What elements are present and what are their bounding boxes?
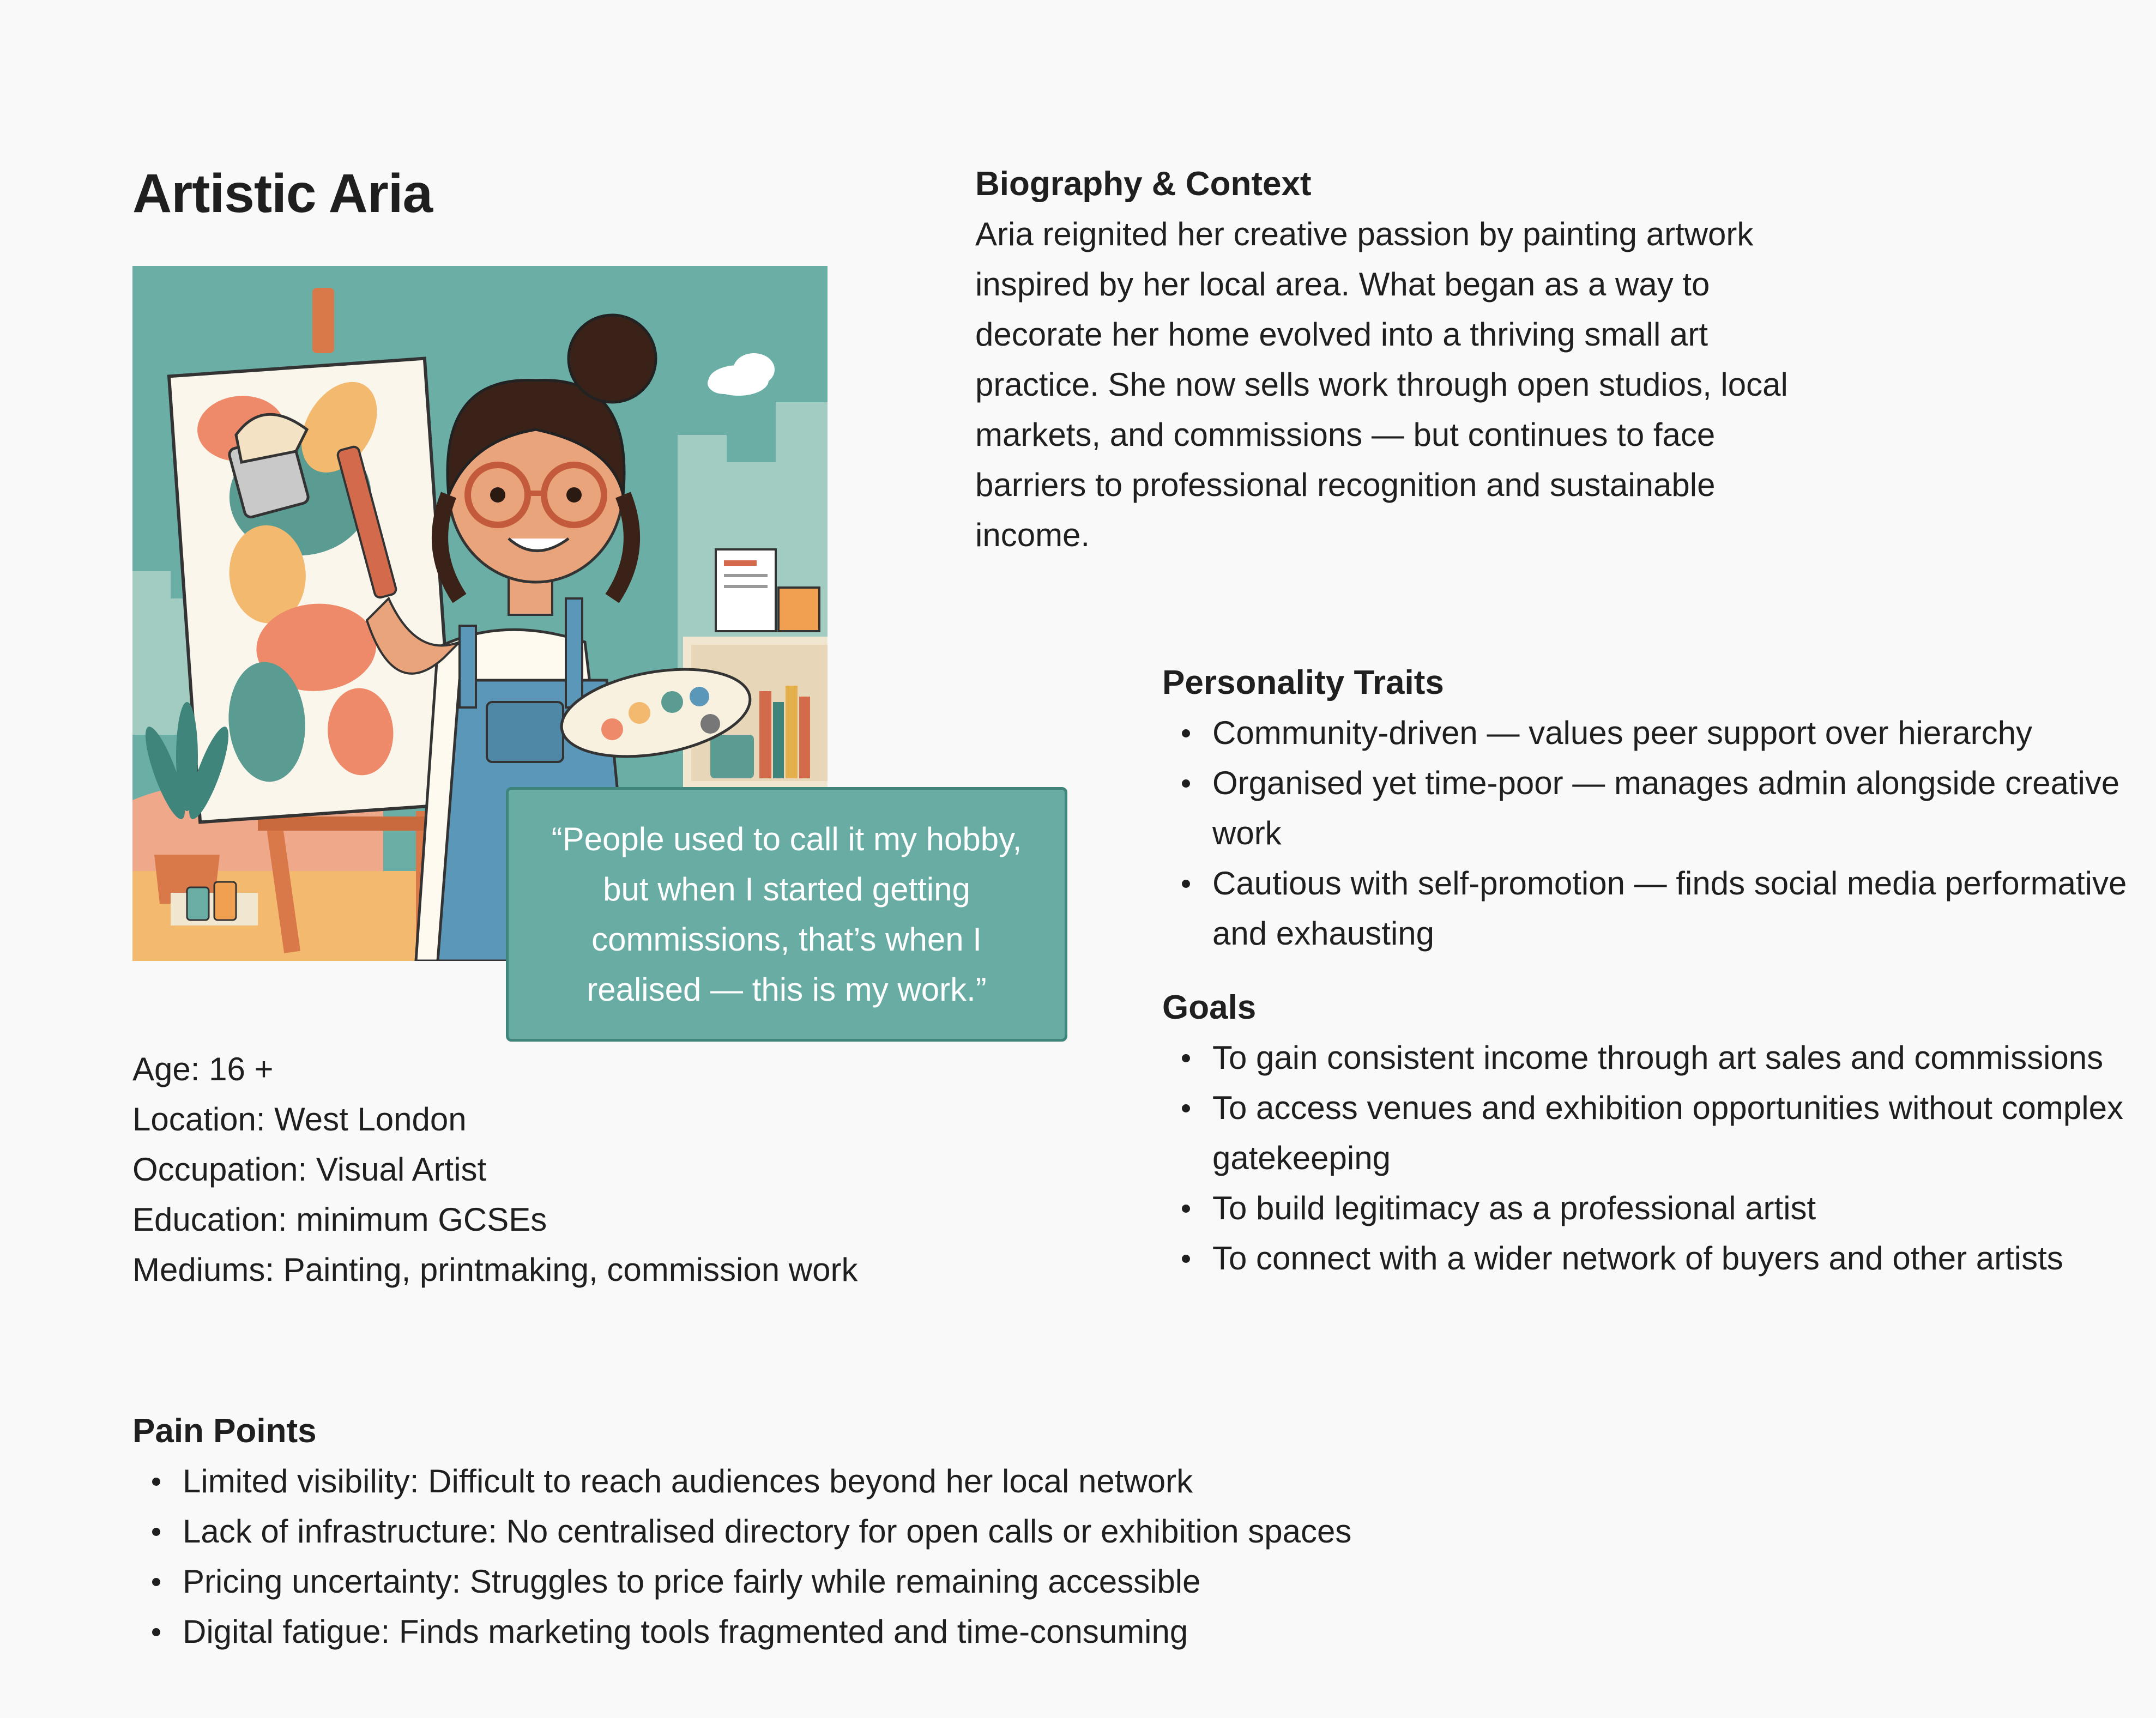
persona-quote xyxy=(506,787,1067,1042)
biography-heading: Biography & Context xyxy=(975,165,1312,203)
list-item: Digital fatigue: Finds marketing tools fragmented and time-consuming xyxy=(132,1607,1604,1657)
list-item: Cautious with self-promotion — finds social media performative and exhausting xyxy=(1162,858,2138,959)
pain-points-list xyxy=(132,1456,1604,1657)
occupation-text: Occupation: Visual Artist xyxy=(132,1151,487,1188)
pain-points-heading: Pain Points xyxy=(132,1412,317,1450)
biography-text: Aria reignited her creative passion by painting artwork inspired by her local area. What began as a way to decorate her home evolved into a thriving small art practice. She now sells work through open studios, local markets, and commissions — but continues to face barriers to professional recognition and sustainable income. xyxy=(975,216,1788,553)
list-item: Limited visibility: Difficult to reach audiences beyond her local network xyxy=(132,1456,1604,1507)
goals-heading: Goals xyxy=(1162,989,1257,1026)
demographics xyxy=(132,1044,1016,1295)
age-text: Age: 16 + xyxy=(132,1051,274,1087)
list-item: Pricing uncertainty: Struggles to price fairly while remaining accessible xyxy=(132,1557,1604,1607)
personality-traits-heading: Personality Traits xyxy=(1162,664,1444,701)
mediums-text: Mediums: Painting, printmaking, commission work xyxy=(132,1251,858,1288)
education-text: Education: minimum GCSEs xyxy=(132,1201,547,1238)
list-item: Lack of infrastructure: No centralised directory for open calls or exhibition spaces xyxy=(132,1507,1604,1557)
goals-list xyxy=(1162,1033,2138,1284)
persona-name: Artistic Aria xyxy=(132,163,433,224)
list-item: To gain consistent income through art sales and commissions xyxy=(1162,1033,2138,1083)
list-item: Organised yet time-poor — manages admin alongside creative work xyxy=(1162,758,2138,858)
list-item: To access venues and exhibition opportunities without complex gatekeeping xyxy=(1162,1083,2138,1183)
list-item: To build legitimacy as a professional artist xyxy=(1162,1183,2138,1233)
list-item: To connect with a wider network of buyers and other artists xyxy=(1162,1233,2138,1284)
location-text: Location: West London xyxy=(132,1101,467,1138)
list-item: Community-driven — values peer support over hierarchy xyxy=(1162,708,2138,758)
personality-traits-list xyxy=(1162,708,2138,959)
quote-text: “People used to call it my hobby, but when I started getting commissions, that’s when I realised — this is my work.” xyxy=(551,820,1022,1008)
